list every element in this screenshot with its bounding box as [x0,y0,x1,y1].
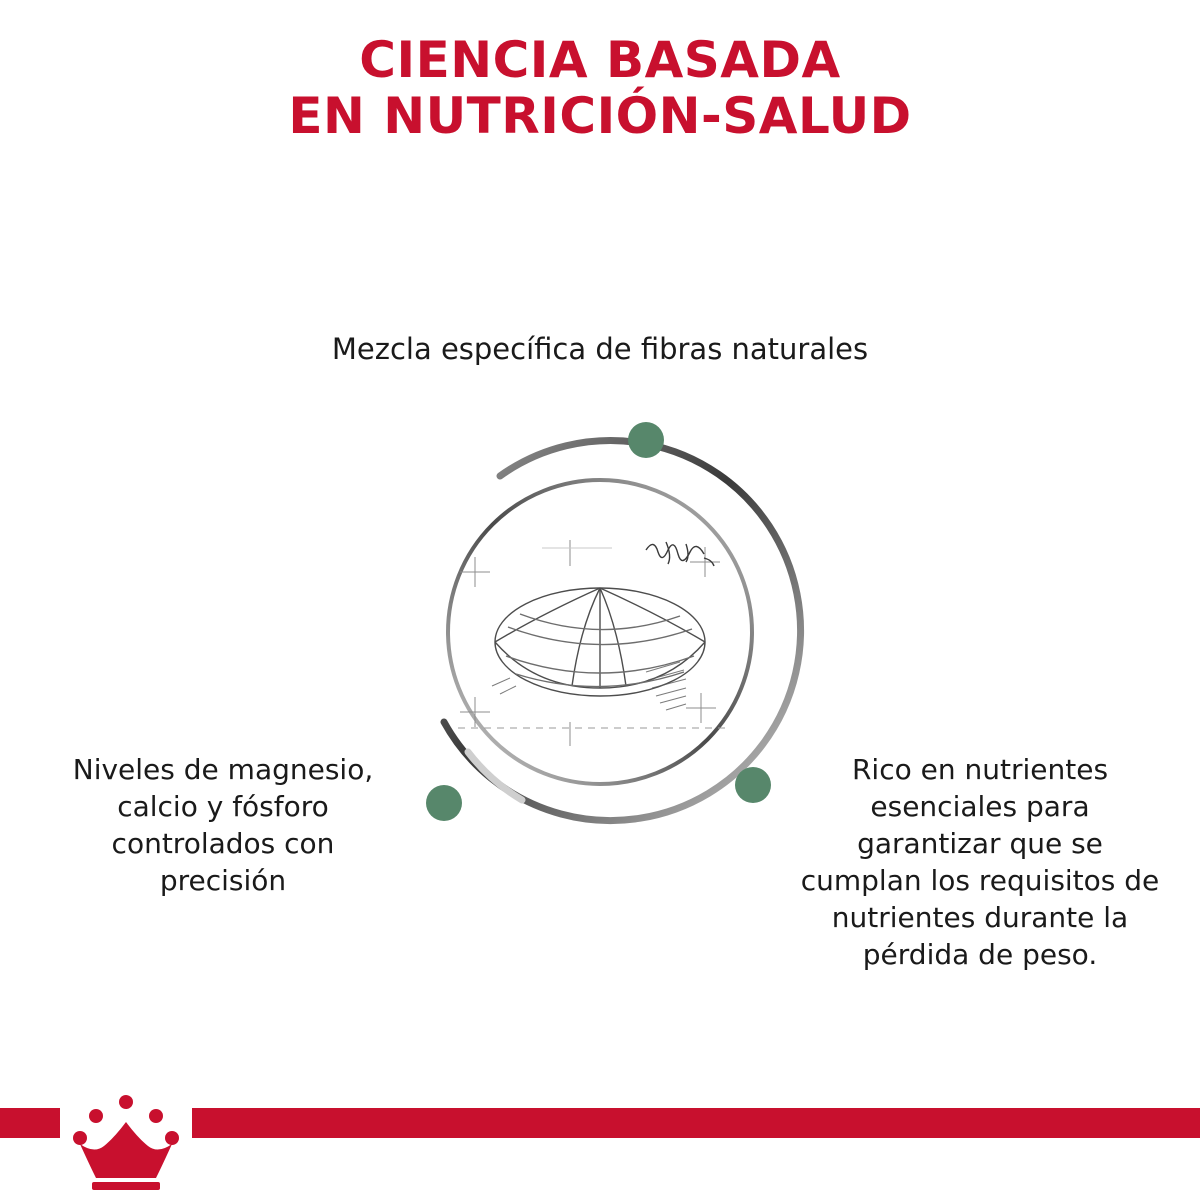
page-title [0,32,1200,144]
caption-top: Mezcla específica de fibras naturales [331,332,869,366]
kibble-sketch-icon [450,522,750,752]
caption-left: Niveles de magnesio, calcio y fósforo controlados con precisión [72,753,374,897]
brand-logo [60,1084,192,1200]
page-title-line-1: CIENCIA BASADA [359,31,841,89]
node-dot-top [628,422,664,458]
footer [0,1084,1200,1200]
crown-icon [66,1090,186,1194]
node-dot-right [735,767,771,803]
caption-right: Rico en nutrientes esenciales para garantizar que se cumplan los requisitos de nutrientes durante la pérdida de peso. [800,753,1160,971]
page-title-line-2: EN NUTRICIÓN-SALUD [288,87,912,145]
diagram-container [372,404,828,860]
node-dot-left [426,785,462,821]
